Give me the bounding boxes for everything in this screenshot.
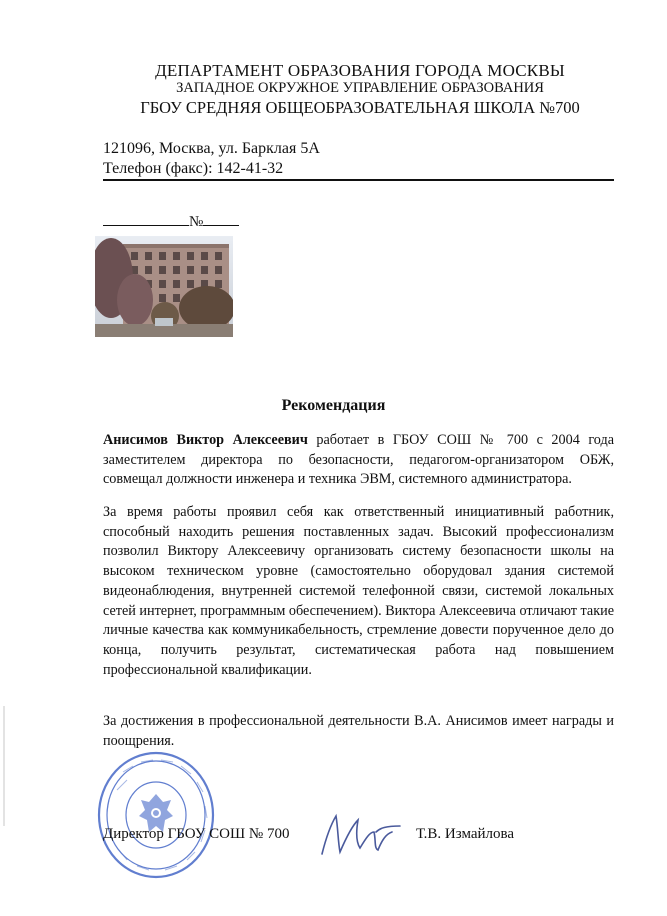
employee-name: Анисимов Виктор Алексеевич [103, 432, 308, 448]
date-blank [103, 211, 189, 226]
document-title: Рекомендация [281, 397, 386, 414]
header-department: ДЕПАРТАМЕНТ ОБРАЗОВАНИЯ ГОРОДА МОСКВЫ [155, 61, 565, 80]
number-blank [203, 211, 239, 226]
director-signature [316, 808, 406, 863]
paragraph-awards: За достижения в профессиональной деятельности В.А. Анисимов имеет награды и поощрения. [103, 713, 614, 749]
address-street: 121096, Москва, ул. Барклая 5А [103, 140, 320, 157]
signatory-role: Директор ГБОУ СОШ № 700 [103, 826, 290, 842]
header-district: ЗАПАДНОЕ ОКРУЖНОЕ УПРАВЛЕНИЕ ОБРАЗОВАНИЯ [176, 80, 544, 96]
number-sign: № [189, 214, 204, 230]
scan-edge-artifact [3, 706, 5, 826]
document-number-line [103, 211, 239, 231]
school-seal-stamp [97, 750, 215, 880]
paragraph-position-text: работает в ГБОУ СОШ № 700 с 2004 года заместителем директора по безопасности, педагогом-организатором ОБЖ, совмещал должности инженера и техника ЭВМ, системного администратора. [103, 432, 615, 488]
header-school: ГБОУ СРЕДНЯЯ ОБЩЕОБРАЗОВАТЕЛЬНАЯ ШКОЛА №700 [140, 98, 580, 117]
paragraph-achievements: За время работы проявил себя как ответственный инициативный работник, способный находить решения поставленных задач. Высокий профессионализм позволил Виктору Алексеевичу организовать систему безопасности школы на высоком техническом уровне (самостоятельно оборудовал здания системой видеонаблюдения, внутренней системой телефонной связи, системой локальных сетей интернет, программным обеспечением). Виктора Алексеевича отличают такие личные качества как коммуникабельность, стремление довести порученное дело до конца, получить результат, систематическая работа над повышением профессиональной квалификации. [103, 504, 614, 678]
school-building-photo [95, 236, 233, 337]
signatory-name: Т.В. Измайлова [416, 826, 515, 842]
header-rule [103, 179, 614, 181]
address-phone: Телефон (факс): 142-41-32 [103, 160, 284, 177]
paragraph-position [103, 431, 614, 490]
